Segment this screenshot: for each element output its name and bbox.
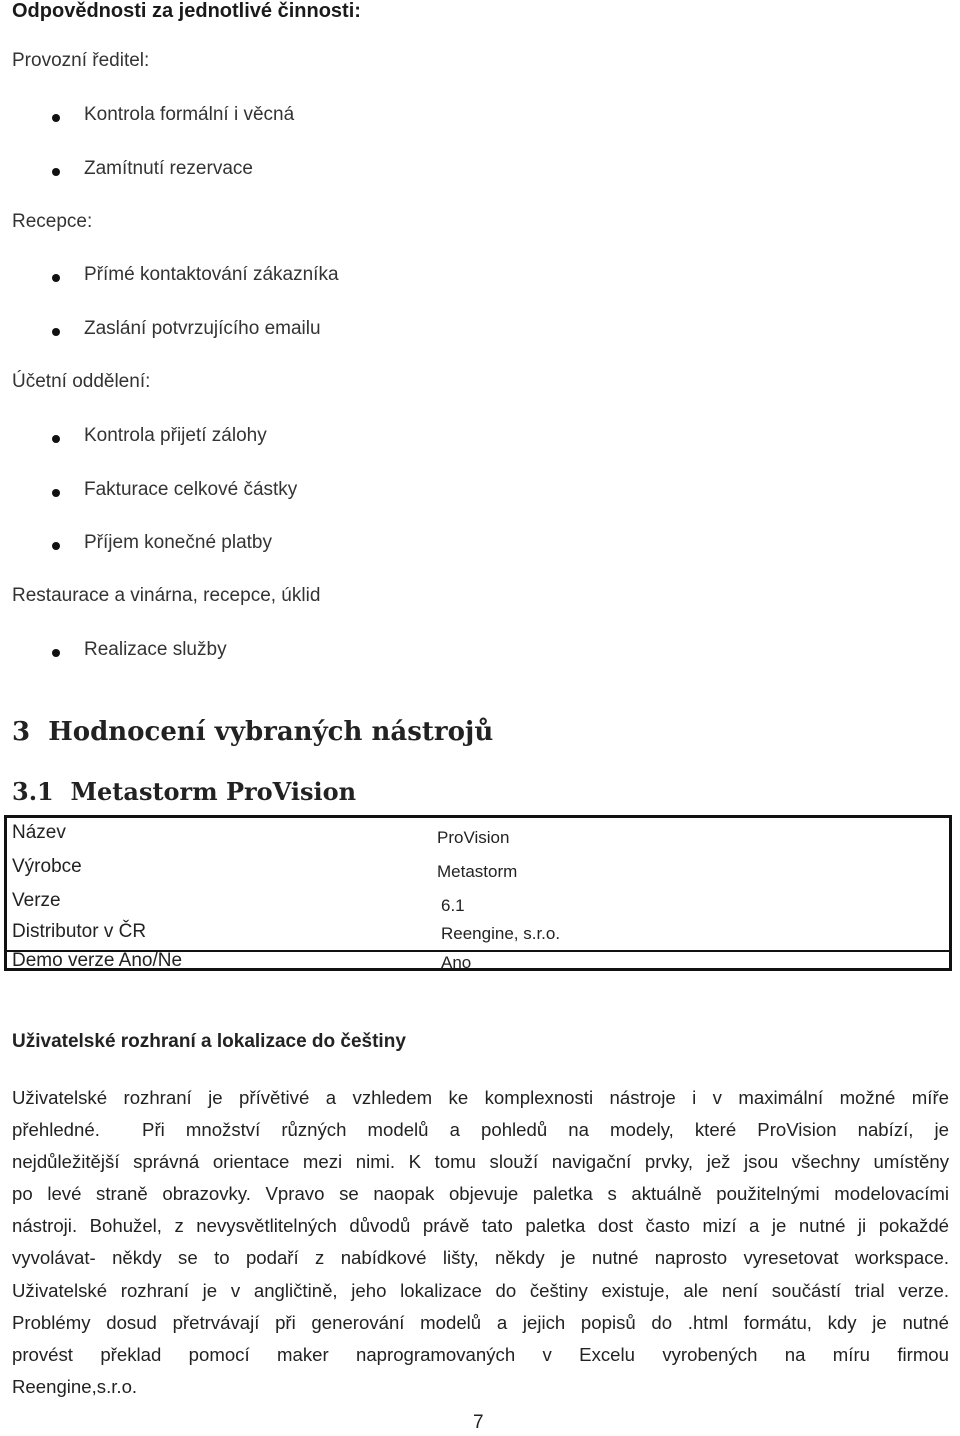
- bullet-icon: [52, 489, 60, 497]
- list-item: Zaslání potvrzujícího emailu: [84, 318, 321, 340]
- bullet-icon: [52, 328, 60, 336]
- bullet-icon: [52, 274, 60, 282]
- paragraph-line: přehledné. Při množství různých modelů a pohledů na modely, které ProVision nabízí, je: [12, 1119, 949, 1141]
- table-label: Název: [12, 822, 66, 843]
- paragraph-line: Uživatelské rozhraní je přívětivé a vzhledem ke komplexnosti nástroje i v maximální možné míře: [12, 1087, 949, 1108]
- paragraph-line: Uživatelské rozhraní je v angličtině, jeho lokalizace do češtiny existuje, ale není součástí trial verze.: [12, 1279, 949, 1301]
- role-heading: Recepce:: [12, 211, 93, 232]
- role-heading: Restaurace a vinárna, recepce, úklid: [12, 585, 321, 606]
- table-label: Verze: [12, 890, 61, 911]
- list-item: Kontrola přijetí zálohy: [84, 425, 267, 447]
- table-value: Metastorm: [437, 862, 518, 881]
- list-item: Přímé kontaktování zákazníka: [84, 264, 339, 286]
- bullet-icon: [52, 649, 60, 657]
- subsection-title: Uživatelské rozhraní a lokalizace do češtiny: [12, 1031, 406, 1052]
- table-label: Demo verze Ano/Ne: [12, 950, 183, 971]
- table-label: Distributor v ČR: [12, 921, 147, 942]
- paragraph-line: Reengine,s.r.o.: [12, 1375, 138, 1397]
- bullet-icon: [52, 114, 60, 122]
- list-item: Fakturace celkové částky: [84, 479, 297, 501]
- paragraph-line: po levé straně obrazovky. Vpravo se naopak objevuje paletka s aktuálně použitelnými modelovacími: [12, 1183, 949, 1205]
- page-number: 7: [473, 1412, 484, 1433]
- list-item: Realizace služby: [84, 639, 227, 661]
- bullet-icon: [52, 542, 60, 550]
- table-value: 6.1: [441, 896, 465, 915]
- table-value: ProVision: [437, 828, 510, 847]
- chapter-heading: 3 Hodnocení vybraných nástrojů: [12, 717, 494, 747]
- paragraph-line: nástroji. Bohužel, z nevysvětlitelných důvodů právě tato paletka dost často mizí a je nutné ji pokaždé: [12, 1215, 949, 1237]
- table-value: Ano: [441, 953, 472, 972]
- table-value: Reengine, s.r.o.: [441, 924, 561, 943]
- section-heading: 3.1 Metastorm ProVision: [12, 777, 357, 806]
- role-heading: Provozní ředitel:: [12, 50, 150, 71]
- role-heading: Účetní oddělení:: [12, 371, 151, 392]
- paragraph-line: Problémy dosud přetrvávají při generování modelů a jejich popisů do .html formátu, kdy je nutné: [12, 1311, 949, 1333]
- list-item: Příjem konečné platby: [84, 532, 272, 554]
- table-label: Výrobce: [12, 856, 82, 877]
- section-title: Odpovědnosti za jednotlivé činnosti:: [12, 0, 361, 22]
- paragraph-line: provést překlad pomocí maker naprogramovaných v Excelu vyrobených na míru firmou: [12, 1343, 949, 1365]
- body-paragraph: [12, 1082, 949, 1403]
- paragraph-line: vyvolávat- někdy se to podaří z nabídkové lišty, někdy je nutné naprosto vyresetovat workspace.: [12, 1247, 949, 1269]
- list-item: Zamítnutí rezervace: [84, 158, 253, 180]
- list-item: Kontrola formální i věcná: [84, 104, 294, 126]
- bullet-icon: [52, 168, 60, 176]
- bullet-icon: [52, 435, 60, 443]
- paragraph-line: nejdůležitější správná orientace mezi nimi. K tomu slouží navigační prvky, jež jsou všechny umístěny: [12, 1151, 949, 1173]
